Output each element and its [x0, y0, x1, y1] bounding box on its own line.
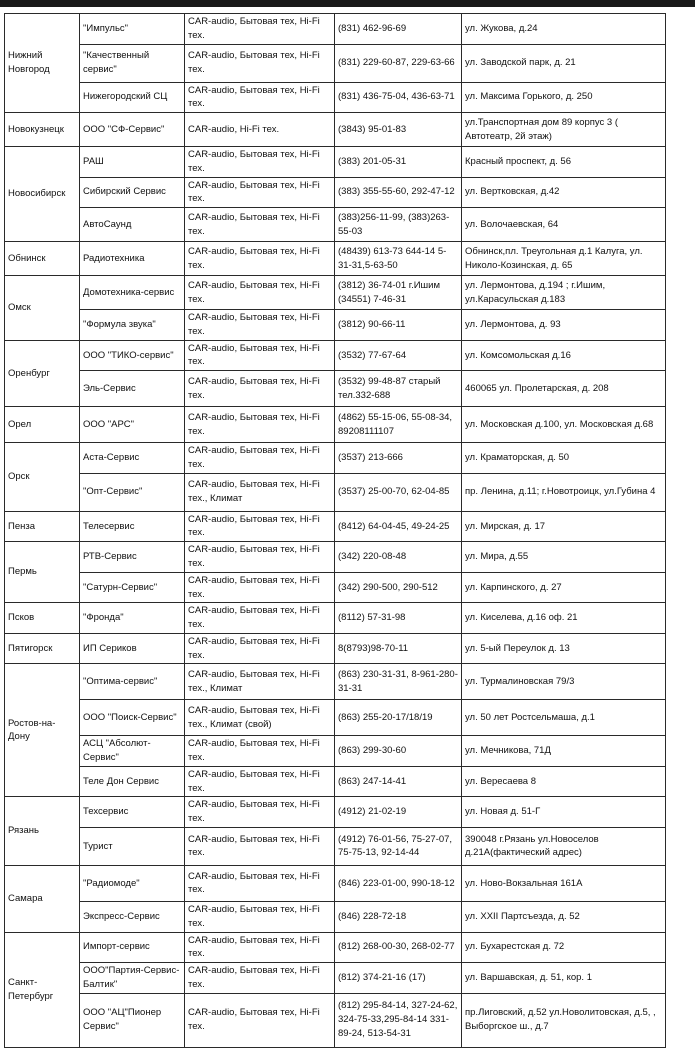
- table-row: [5, 932, 666, 963]
- table-row: [5, 82, 666, 113]
- address-cell: ул. Турмалиновская 79/3: [462, 664, 666, 700]
- phone-cell: (4912) 21-02-19: [335, 797, 462, 828]
- phone-cell: (3537) 25-00-70, 62-04-85: [335, 473, 462, 511]
- table-row: [5, 572, 666, 603]
- equipment-type-cell: CAR-audio, Бытовая тех, Hi-Fi тех.: [185, 865, 335, 901]
- city-cell: [5, 407, 80, 443]
- phone-cell: (3537) 213-666: [335, 443, 462, 474]
- equipment-type-cell: CAR-audio, Бытовая тех, Hi-Fi тех.: [185, 736, 335, 767]
- table-row: [5, 242, 666, 276]
- city-cell: [5, 340, 80, 407]
- equipment-type-cell: CAR-audio, Бытовая тех, Hi-Fi тех.: [185, 633, 335, 664]
- phone-cell: (8112) 57-31-98: [335, 603, 462, 634]
- table-row: [5, 371, 666, 407]
- phone-cell: (846) 223-01-00, 990-18-12: [335, 865, 462, 901]
- city-name: Орел: [8, 418, 32, 430]
- equipment-type-cell: CAR-audio, Бытовая тех, Hi-Fi тех.: [185, 572, 335, 603]
- city-name: Обнинск: [8, 252, 46, 264]
- city-name: Омск: [8, 302, 31, 313]
- city-name: Пермь: [8, 566, 37, 578]
- service-name-cell: Импорт-сервис: [80, 932, 185, 963]
- address-cell: ул. XXII Партсъезда, д. 52: [462, 901, 666, 932]
- phone-cell: (383)256-11-99, (383)263-55-03: [335, 208, 462, 242]
- equipment-type-cell: CAR-audio, Бытовая тех, Hi-Fi тех.: [185, 371, 335, 407]
- table-row: [5, 276, 666, 310]
- table-row: [5, 44, 666, 82]
- city-cell: [5, 276, 80, 341]
- service-name-cell: Аста-Сервис: [80, 443, 185, 474]
- service-name-cell: Экспресс-Сервис: [80, 901, 185, 932]
- city-name: Псков: [8, 612, 35, 624]
- equipment-type-cell: CAR-audio, Бытовая тех, Hi-Fi тех.: [185, 901, 335, 932]
- table-row: [5, 664, 666, 700]
- equipment-type-cell: CAR-audio, Бытовая тех, Hi-Fi тех.: [185, 14, 335, 45]
- service-name-cell: "Радиомоде": [80, 865, 185, 901]
- table-row: [5, 542, 666, 573]
- table-row: [5, 736, 666, 767]
- city-cell: [5, 633, 80, 664]
- service-name-cell: Телесервис: [80, 511, 185, 542]
- phone-cell: 8(8793)98-70-11: [335, 633, 462, 664]
- phone-cell: (812) 295-84-14, 327-24-62, 324-75-33,295-84-14 331-89-24, 513-54-31: [335, 993, 462, 1047]
- phone-cell: (846) 228-72-18: [335, 901, 462, 932]
- equipment-type-cell: CAR-audio, Бытовая тех, Hi-Fi тех.: [185, 542, 335, 573]
- service-centers-table: [4, 13, 666, 1048]
- service-name-cell: Домотехника-сервис: [80, 276, 185, 310]
- phone-cell: (831) 229-60-87, 229-63-66: [335, 44, 462, 82]
- table-row: [5, 113, 666, 147]
- service-name-cell: АСЦ "Абсолют-Сервис": [80, 736, 185, 767]
- service-name-cell: ООО "СФ-Сервис": [80, 113, 185, 147]
- city-cell: [5, 542, 80, 603]
- service-name-cell: "Опт-Сервис": [80, 473, 185, 511]
- city-name: Новокузнецк: [8, 123, 64, 135]
- phone-cell: (831) 436-75-04, 436-63-71: [335, 82, 462, 113]
- equipment-type-cell: CAR-audio, Hi-Fi тех.: [185, 113, 335, 147]
- equipment-type-cell: CAR-audio, Бытовая тех, Hi-Fi тех.: [185, 797, 335, 828]
- address-cell: ул.Транспортная дом 89 корпус 3 ( Автотеатр, 2й этаж): [462, 113, 666, 147]
- table-row: [5, 340, 666, 371]
- service-name-cell: АвтоСаунд: [80, 208, 185, 242]
- address-cell: ул. Мечникова, 71Д: [462, 736, 666, 767]
- phone-cell: (383) 355-55-60, 292-47-12: [335, 177, 462, 208]
- service-name-cell: РАШ: [80, 147, 185, 178]
- city-cell: [5, 664, 80, 797]
- address-cell: ул. Краматорская, д. 50: [462, 443, 666, 474]
- city-cell: [5, 242, 80, 276]
- city-name: Пенза: [8, 520, 35, 532]
- address-cell: ул. Киселева, д.16 оф. 21: [462, 603, 666, 634]
- equipment-type-cell: CAR-audio, Бытовая тех, Hi-Fi тех.: [185, 993, 335, 1047]
- city-name: Самара: [8, 892, 43, 904]
- equipment-type-cell: CAR-audio, Бытовая тех, Hi-Fi тех.: [185, 932, 335, 963]
- table-row: [5, 797, 666, 828]
- table-row: [5, 473, 666, 511]
- address-cell: Красный проспект, д. 56: [462, 147, 666, 178]
- city-cell: [5, 14, 80, 113]
- address-cell: ул. 50 лет Ростсельмаша, д.1: [462, 700, 666, 736]
- service-name-cell: "Фронда": [80, 603, 185, 634]
- address-cell: ул. Мира, д.55: [462, 542, 666, 573]
- address-cell: ул. 5-ый Переулок д. 13: [462, 633, 666, 664]
- address-cell: ул. Мирская, д. 17: [462, 511, 666, 542]
- city-name: Орск: [8, 471, 30, 483]
- service-name-cell: "Качественный сервис": [80, 44, 185, 82]
- address-cell: пр.Лиговский, д.52 ул.Новолитовская, д.5, , Выборгское ш., д.7: [462, 993, 666, 1047]
- table-row: [5, 147, 666, 178]
- service-name-cell: ООО "АЦ"Пионер Сервис": [80, 993, 185, 1047]
- equipment-type-cell: CAR-audio, Бытовая тех, Hi-Fi тех.: [185, 208, 335, 242]
- phone-cell: (383) 201-05-31: [335, 147, 462, 178]
- service-name-cell: ИП Сериков: [80, 633, 185, 664]
- equipment-type-cell: CAR-audio, Бытовая тех, Hi-Fi тех.: [185, 44, 335, 82]
- address-cell: ул. Заводской парк, д. 21: [462, 44, 666, 82]
- equipment-type-cell: CAR-audio, Бытовая тех, Hi-Fi тех.: [185, 603, 335, 634]
- city-name: Рязань: [8, 825, 40, 837]
- equipment-type-cell: CAR-audio, Бытовая тех, Hi-Fi тех.: [185, 511, 335, 542]
- phone-cell: (863) 247-14-41: [335, 766, 462, 797]
- service-name-cell: Нижегородский СЦ: [80, 82, 185, 113]
- table-row: [5, 865, 666, 901]
- address-cell: Обнинск,пл. Треугольная д.1 Калуга, ул. Николо-Козинская, д. 65: [462, 242, 666, 276]
- service-name-cell: Радиотехника: [80, 242, 185, 276]
- city-cell: [5, 113, 80, 147]
- city-name: Новосибирск: [8, 188, 66, 200]
- table-row: [5, 407, 666, 443]
- service-name-cell: Сибирский Сервис: [80, 177, 185, 208]
- city-cell: [5, 443, 80, 512]
- address-cell: ул. Жукова, д.24: [462, 14, 666, 45]
- phone-cell: (3812) 90-66-11: [335, 310, 462, 341]
- phone-cell: (3812) 36-74-01 г.Ишим (34551) 7-46-31: [335, 276, 462, 310]
- address-cell: ул. Лермонтова, д.194 ; г.Ишим, ул.Карасульская д.183: [462, 276, 666, 310]
- equipment-type-cell: CAR-audio, Бытовая тех, Hi-Fi тех., Климат: [185, 664, 335, 700]
- address-cell: ул. Лермонтова, д. 93: [462, 310, 666, 341]
- service-name-cell: РТВ-Сервис: [80, 542, 185, 573]
- table-row: [5, 14, 666, 45]
- table-row: [5, 310, 666, 341]
- table-row: [5, 993, 666, 1047]
- address-cell: ул. Вертковская, д.42: [462, 177, 666, 208]
- service-name-cell: Теле Дон Сервис: [80, 766, 185, 797]
- address-cell: ул. Волочаевская, 64: [462, 208, 666, 242]
- address-cell: ул. Бухарестская д. 72: [462, 932, 666, 963]
- service-name-cell: "Импульс": [80, 14, 185, 45]
- table-row: [5, 700, 666, 736]
- equipment-type-cell: CAR-audio, Бытовая тех, Hi-Fi тех.: [185, 963, 335, 994]
- phone-cell: (863) 255-20-17/18/19: [335, 700, 462, 736]
- address-cell: ул. Максима Горького, д. 250: [462, 82, 666, 113]
- service-name-cell: ООО "ТИКО-сервис": [80, 340, 185, 371]
- address-cell: ул. Варшавская, д. 51, кор. 1: [462, 963, 666, 994]
- phone-cell: (863) 230-31-31, 8-961-280-31-31: [335, 664, 462, 700]
- table-row: [5, 827, 666, 865]
- phone-cell: (4912) 76-01-56, 75-27-07, 75-75-13, 92-14-44: [335, 827, 462, 865]
- service-name-cell: ООО "АРС": [80, 407, 185, 443]
- service-name-cell: ООО "Поиск-Сервис": [80, 700, 185, 736]
- phone-cell: (342) 220-08-48: [335, 542, 462, 573]
- equipment-type-cell: CAR-audio, Бытовая тех, Hi-Fi тех.: [185, 276, 335, 310]
- equipment-type-cell: CAR-audio, Бытовая тех, Hi-Fi тех.: [185, 340, 335, 371]
- phone-cell: (4862) 55-15-06, 55-08-34, 89208111107: [335, 407, 462, 443]
- phone-cell: (3532) 99-48-87 старый тел.332-688: [335, 371, 462, 407]
- address-cell: ул. Вересаева 8: [462, 766, 666, 797]
- equipment-type-cell: CAR-audio, Бытовая тех, Hi-Fi тех.: [185, 766, 335, 797]
- table-row: [5, 633, 666, 664]
- table-row: [5, 511, 666, 542]
- service-name-cell: "Сатурн-Сервис": [80, 572, 185, 603]
- address-cell: ул. Ново-Вокзальная 161А: [462, 865, 666, 901]
- equipment-type-cell: CAR-audio, Бытовая тех, Hi-Fi тех.: [185, 177, 335, 208]
- equipment-type-cell: CAR-audio, Бытовая тех, Hi-Fi тех.: [185, 827, 335, 865]
- city-name: Ростов-на-Дону: [8, 717, 56, 743]
- equipment-type-cell: CAR-audio, Бытовая тех, Hi-Fi тех.: [185, 242, 335, 276]
- address-cell: 460065 ул. Пролетарская, д. 208: [462, 371, 666, 407]
- service-name-cell: Турист: [80, 827, 185, 865]
- service-name-cell: "Оптима-сервис": [80, 664, 185, 700]
- city-name: Пятигорск: [8, 642, 53, 654]
- table-row: [5, 766, 666, 797]
- equipment-type-cell: CAR-audio, Бытовая тех, Hi-Fi тех.: [185, 443, 335, 474]
- service-centers-body: [5, 14, 666, 1048]
- equipment-type-cell: CAR-audio, Бытовая тех, Hi-Fi тех., Климат: [185, 473, 335, 511]
- service-name-cell: Техсервис: [80, 797, 185, 828]
- table-row: [5, 963, 666, 994]
- equipment-type-cell: CAR-audio, Бытовая тех, Hi-Fi тех., Климат (свой): [185, 700, 335, 736]
- address-cell: ул. Комсомольская д.16: [462, 340, 666, 371]
- phone-cell: (812) 374-21-16 (17): [335, 963, 462, 994]
- city-cell: [5, 147, 80, 242]
- phone-cell: (831) 462-96-69: [335, 14, 462, 45]
- table-row: [5, 177, 666, 208]
- city-name: Оренбург: [8, 367, 50, 379]
- phone-cell: (342) 290-500, 290-512: [335, 572, 462, 603]
- table-row: [5, 901, 666, 932]
- table-row: [5, 443, 666, 474]
- phone-cell: (863) 299-30-60: [335, 736, 462, 767]
- city-name: Санкт-Петербург: [8, 976, 54, 1002]
- equipment-type-cell: CAR-audio, Бытовая тех, Hi-Fi тех.: [185, 147, 335, 178]
- service-name-cell: ООО"Партия-Сервис-Балтик": [80, 963, 185, 994]
- service-name-cell: "Формула звука": [80, 310, 185, 341]
- address-cell: пр. Ленина, д.11; г.Новотроицк, ул.Губина 4: [462, 473, 666, 511]
- table-row: [5, 208, 666, 242]
- table-row: [5, 603, 666, 634]
- phone-cell: (8412) 64-04-45, 49-24-25: [335, 511, 462, 542]
- phone-cell: (3532) 77-67-64: [335, 340, 462, 371]
- city-cell: [5, 511, 80, 542]
- address-cell: ул. Московская д.100, ул. Московская д.68: [462, 407, 666, 443]
- address-cell: ул. Новая д. 51-Г: [462, 797, 666, 828]
- address-cell: 390048 г.Рязань ул.Новоселов д.21А(фактический адрес): [462, 827, 666, 865]
- equipment-type-cell: CAR-audio, Бытовая тех, Hi-Fi тех.: [185, 407, 335, 443]
- city-cell: [5, 797, 80, 866]
- city-name: Нижний Новгород: [8, 50, 50, 76]
- service-name-cell: Эль-Сервис: [80, 371, 185, 407]
- address-cell: ул. Карпинского, д. 27: [462, 572, 666, 603]
- equipment-type-cell: CAR-audio, Бытовая тех, Hi-Fi тех.: [185, 310, 335, 341]
- city-cell: [5, 865, 80, 932]
- phone-cell: (3843) 95-01-83: [335, 113, 462, 147]
- phone-cell: (48439) 613-73 644-14 5-31-31,5-63-50: [335, 242, 462, 276]
- page-header-rule: [0, 0, 695, 7]
- city-cell: [5, 603, 80, 634]
- phone-cell: (812) 268-00-30, 268-02-77: [335, 932, 462, 963]
- city-cell: [5, 932, 80, 1047]
- equipment-type-cell: CAR-audio, Бытовая тех, Hi-Fi тех.: [185, 82, 335, 113]
